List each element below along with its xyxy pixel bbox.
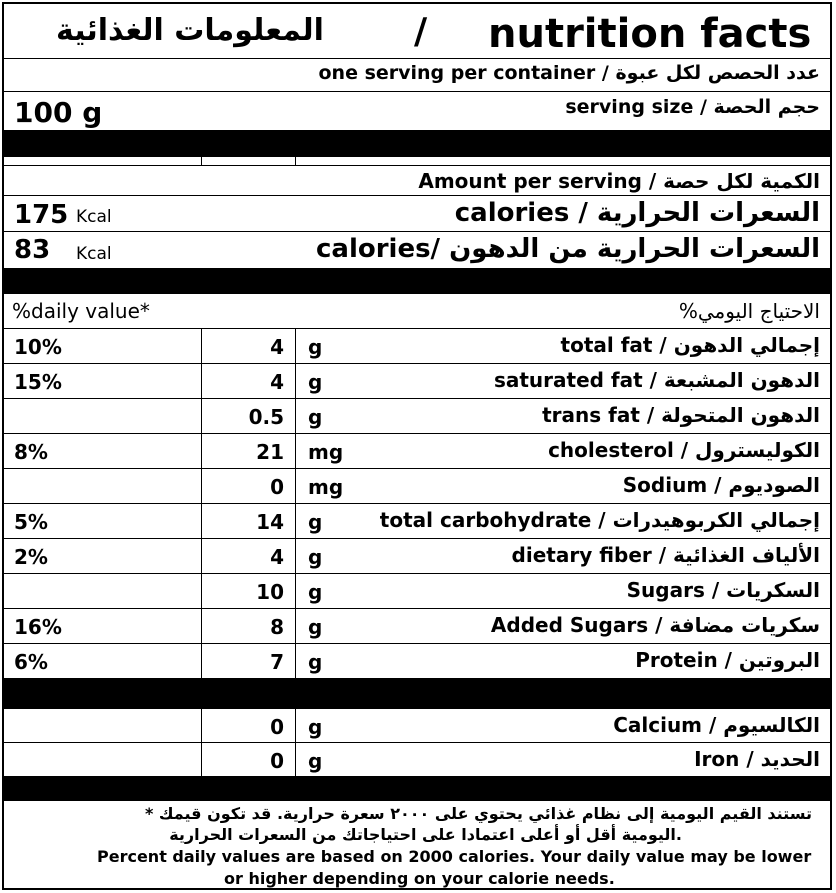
title-separator: / (414, 11, 428, 52)
nutrient-label: total carbohydrate / إجمالي الكربوهيدرات (379, 508, 820, 532)
footnote-arabic-line1: * تستند القيم اليومية إلى نظام غذائي يحتوي على ٢٠٠٠ سعرة حرارية. قد تكون قيمك (144, 804, 812, 823)
nutrient-label: Iron / الحديد (694, 747, 820, 771)
fat-calories-row (4, 232, 830, 268)
nutrient-label: Protein / البروتين (635, 648, 820, 672)
footnote-english-line2: or higher depending on your calorie needs. (224, 869, 615, 888)
nutrient-unit: g (308, 510, 323, 534)
nutrient-amount: 0 (270, 475, 284, 499)
nutrient-row (4, 364, 830, 399)
column-rule (201, 364, 202, 398)
nutrient-unit: mg (308, 475, 344, 499)
nutrient-unit: g (308, 615, 323, 639)
column-rule (295, 434, 296, 468)
daily-value-header-ar: %الاحتياج اليومي (678, 299, 820, 323)
nutrient-amount: 0.5 (248, 405, 284, 429)
column-rule (201, 644, 202, 678)
footnote-english-line1: Percent daily values are based on 2000 calories. Your daily value may be lower (97, 847, 812, 866)
servings-per-container-row (4, 59, 830, 92)
divider-bar (4, 130, 830, 157)
daily-value-header-en: %daily value* (12, 299, 150, 323)
nutrient-unit: g (308, 335, 323, 359)
nutrient-amount: 8 (270, 615, 284, 639)
nutrient-row (4, 743, 830, 777)
nutrient-label: Sodium / الصوديوم (622, 473, 820, 497)
nutrient-label: dietary fiber / الألياف الغذائية (511, 543, 820, 567)
column-rule (201, 609, 202, 643)
column-rule (201, 574, 202, 608)
nutrient-row (4, 504, 830, 539)
column-rule (295, 644, 296, 678)
nutrient-unit: g (308, 650, 323, 674)
title-english: nutrition facts (488, 11, 812, 57)
daily-value-percent: 15% (14, 370, 62, 394)
nutrient-unit: g (308, 370, 323, 394)
nutrient-amount: 0 (270, 749, 284, 773)
column-rule (201, 329, 202, 363)
column-rule (201, 539, 202, 573)
nutrient-unit: g (308, 715, 323, 739)
nutrient-label: Calcium / الكالسيوم (613, 713, 820, 737)
nutrient-row (4, 609, 830, 644)
calories-unit: Kcal (76, 207, 112, 227)
column-rule (201, 504, 202, 538)
nutrient-unit: g (308, 405, 323, 429)
nutrient-row (4, 709, 830, 743)
daily-value-percent: 10% (14, 335, 62, 359)
column-rule (295, 609, 296, 643)
serving-size-value: 100 g (14, 96, 103, 129)
column-rule (295, 364, 296, 398)
nutrient-row (4, 329, 830, 364)
nutrient-amount: 10 (256, 580, 284, 604)
daily-value-percent: 2% (14, 545, 48, 569)
column-rule (295, 709, 296, 742)
title-row (4, 4, 830, 59)
daily-value-percent: 6% (14, 650, 48, 674)
nutrient-label: total fat / إجمالي الدهون (560, 333, 820, 357)
serving-size-label: serving size / حجم الحصة (565, 96, 820, 118)
column-rule (201, 434, 202, 468)
calories-row (4, 196, 830, 232)
nutrient-row (4, 399, 830, 434)
column-rule (201, 399, 202, 433)
nutrient-amount: 4 (270, 335, 284, 359)
column-rule (295, 329, 296, 363)
nutrient-amount: 14 (256, 510, 284, 534)
nutrient-row (4, 539, 830, 574)
column-rule (201, 709, 202, 742)
nutrient-amount: 0 (270, 715, 284, 739)
nutrient-label: cholesterol / الكوليسترول (548, 438, 820, 462)
column-rule (295, 469, 296, 503)
amount-per-serving-row (4, 166, 830, 196)
nutrient-label: saturated fat / الدهون المشبعة (493, 368, 820, 392)
fat-calories-value: 83 (14, 235, 51, 265)
nutrient-row (4, 574, 830, 609)
column-rule (295, 539, 296, 573)
servings-per-container: one serving per container / عدد الحصص لكل عبوة (318, 62, 820, 84)
column-rule (295, 399, 296, 433)
daily-value-header-row (4, 294, 830, 329)
nutrient-unit: mg (308, 440, 344, 464)
nutrient-amount: 7 (270, 650, 284, 674)
daily-value-percent: 5% (14, 510, 48, 534)
nutrient-amount: 4 (270, 545, 284, 569)
spacer-row (4, 157, 830, 166)
nutrient-row (4, 434, 830, 469)
nutrient-label: Added Sugars / سكريات مضافة (490, 613, 820, 637)
nutrient-unit: g (308, 545, 323, 569)
serving-size-row (4, 92, 830, 130)
column-rule (295, 743, 296, 776)
nutrition-facts-panel (2, 2, 832, 890)
fat-calories-label: calories/ السعرات الحرارية من الدهون (315, 234, 820, 264)
daily-value-percent: 8% (14, 440, 48, 464)
column-rule (295, 504, 296, 538)
nutrient-unit: g (308, 749, 323, 773)
column-rule (295, 574, 296, 608)
amount-per-serving: Amount per serving / الكمية لكل حصة (418, 169, 820, 193)
fat-calories-unit: Kcal (76, 244, 112, 264)
nutrient-unit: g (308, 580, 323, 604)
column-rule (201, 469, 202, 503)
divider-bar (4, 776, 830, 801)
divider-bar (4, 679, 830, 709)
daily-value-percent: 16% (14, 615, 62, 639)
nutrient-label: Sugars / السكريات (626, 578, 820, 602)
nutrient-label: trans fat / الدهون المتحولة (542, 403, 820, 427)
calories-label: calories / السعرات الحرارية (454, 198, 820, 228)
footnote-arabic-line2: اليومية أقل أو أعلى اعتمادا على احتياجاتك من السعرات الحرارية. (169, 825, 682, 844)
nutrient-row (4, 644, 830, 679)
nutrient-row (4, 469, 830, 504)
column-rule (201, 743, 202, 776)
nutrient-amount: 4 (270, 370, 284, 394)
nutrient-amount: 21 (256, 440, 284, 464)
calories-value: 175 (14, 200, 69, 230)
title-arabic: المعلومات الغذائية (56, 13, 324, 48)
divider-bar (4, 268, 830, 294)
